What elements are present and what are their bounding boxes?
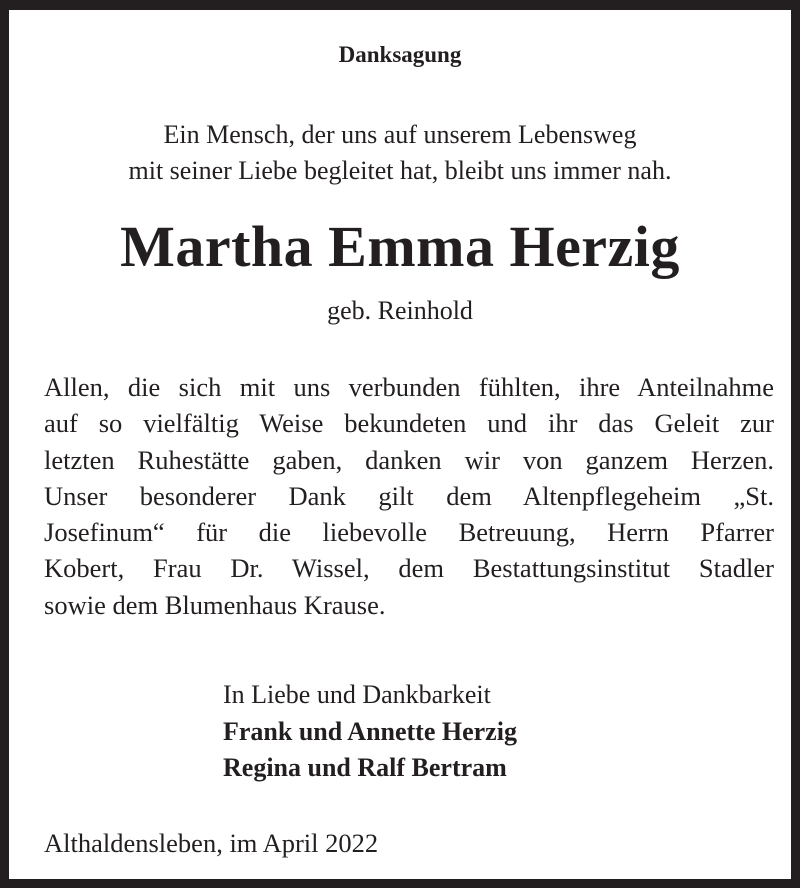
paragraph-line: letzten Ruhestätte gaben, danken wir von ganzem Herzen. [44,444,774,475]
paragraph-line: auf so vielfältig Weise bekundeten und ihr das Geleit zur [44,408,774,439]
signatory-name: Regina und Ralf Bertram [223,753,507,782]
verse-line: mit seiner Liebe begleitet hat, bleibt uns immer nah. [128,156,672,185]
memorial-verse [9,117,791,189]
deceased-name: Martha Emma Herzig [120,214,680,279]
notice-heading: Danksagung [338,42,462,67]
paragraph-line: Allen, die sich mit uns verbunden fühlten, ihre Anteilnahme [44,372,774,402]
signature-block [223,677,517,787]
paragraph-line: Josefinum“ für die liebevolle Betreuung, Herrn Pfarrer [44,517,774,548]
paragraph-line: sowie dem Blumenhaus Krause. [44,589,386,620]
paragraph-line: Kobert, Frau Dr. Wissel, dem Bestattungsinstitut Stadler [44,553,774,584]
thanks-paragraph [44,369,774,623]
signatory-name: Frank und Annette Herzig [223,716,517,746]
closing-phrase: In Liebe und Dankbarkeit [223,680,491,709]
paragraph-line: Unser besonderer Dank gilt dem Altenpflegeheim „St. [44,480,774,511]
birth-name: geb. Reinhold [327,296,473,325]
verse-line: Ein Mensch, der uns auf unserem Lebensweg [163,120,637,149]
place-and-date: Althaldensleben, im April 2022 [44,828,379,858]
